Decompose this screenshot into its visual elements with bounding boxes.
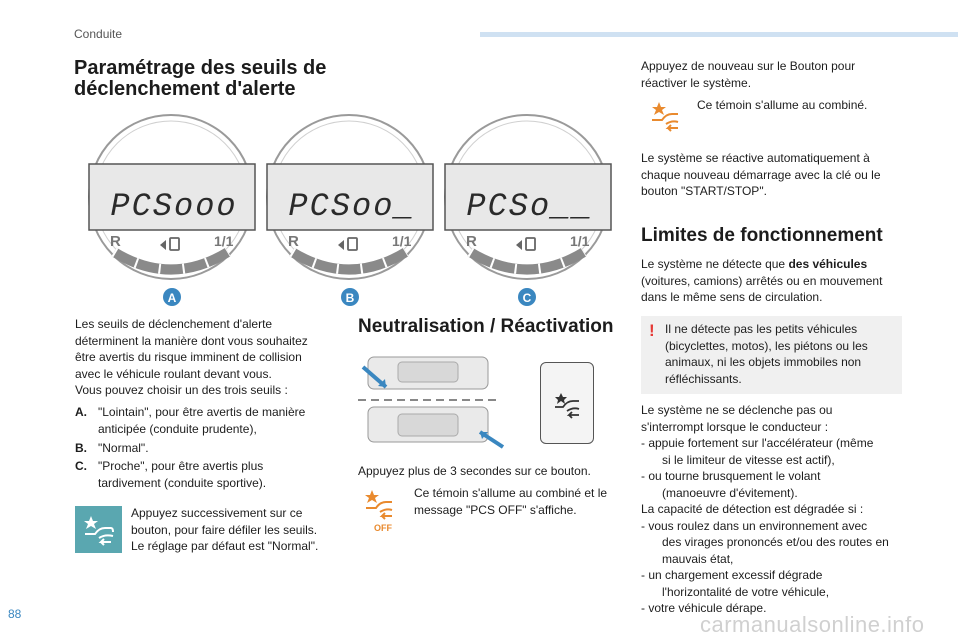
off-badge: OFF bbox=[374, 523, 392, 533]
no-trigger-item: (manoeuvre d'évitement). bbox=[662, 485, 798, 500]
no-trigger-line: Le système ne se déclenche pas ou bbox=[641, 403, 833, 417]
detects-line: (voitures, camions) arrêtés ou en mouvement bbox=[641, 273, 883, 288]
degraded-item: des virages prononcés et/ou des routes en bbox=[662, 535, 889, 549]
gauge-c-label: C bbox=[522, 291, 532, 305]
warning-box-text bbox=[665, 321, 897, 387]
intro-line: être avertis du risque imminent de collision bbox=[75, 350, 302, 364]
no-trigger-item: - appuie fortement sur l'accélérateur (même bbox=[641, 436, 874, 450]
intro-line: avec le véhicule roulant devant vous. bbox=[75, 366, 272, 381]
intro-line: Les seuils de déclenchement d'alerte bbox=[75, 317, 273, 331]
intro-paragraph bbox=[75, 316, 345, 399]
option-b bbox=[75, 440, 345, 457]
gauges-illustration bbox=[86, 112, 616, 312]
pcs-button-icon bbox=[75, 506, 122, 553]
press-again-paragraph bbox=[641, 58, 911, 91]
watermark: carmanualsonline.info bbox=[700, 612, 925, 637]
warning-box bbox=[641, 316, 902, 394]
pcs-button-icon bbox=[541, 363, 593, 443]
dashboard-diagram bbox=[358, 352, 508, 452]
option-text: "Lointain", pour être avertis de manière bbox=[98, 405, 306, 419]
warning-note-line: Ce témoin s'allume au combiné et le bbox=[414, 486, 608, 500]
press-note-line: bouton, pour faire défiler les seuils. bbox=[131, 522, 318, 537]
option-text: tardivement (conduite sportive). bbox=[98, 475, 267, 490]
press-note-line: Appuyez successivement sur ce bbox=[131, 506, 303, 520]
gauge-b-ratio: 1/1 bbox=[392, 233, 412, 249]
gauge-b-reverse: R bbox=[288, 233, 299, 250]
gauge-c-display: PCSo__ bbox=[466, 188, 594, 225]
gauge-a-label: A bbox=[167, 291, 177, 305]
degraded-item: - votre véhicule dérape. bbox=[641, 601, 767, 615]
lamp-on-text: Ce témoin s'allume au combiné. bbox=[697, 98, 868, 112]
intro-line: Vous pouvez choisir un des trois seuils : bbox=[75, 383, 288, 397]
gauge-a-ratio: 1/1 bbox=[214, 233, 234, 249]
option-key: B. bbox=[75, 441, 87, 455]
option-a bbox=[75, 404, 345, 437]
auto-reactivate-line: Le système se réactive automatiquement à bbox=[641, 151, 870, 165]
gauge-b-display: PCSoo_ bbox=[288, 188, 416, 225]
page-title-line2: déclenchement d'alerte bbox=[74, 78, 296, 100]
gauge-c-reverse: R bbox=[466, 233, 477, 250]
gauge-a-reverse: R bbox=[110, 233, 121, 250]
limits-heading: Limites de fonctionnement bbox=[641, 225, 883, 246]
gauge-b-label: B bbox=[345, 291, 355, 305]
pcs-warning-icon bbox=[648, 100, 688, 136]
press-note-line: Le réglage par défaut est "Normal". bbox=[131, 539, 319, 553]
option-text: anticipée (conduite prudente), bbox=[98, 421, 257, 436]
detects-line: dans le même sens de circulation. bbox=[641, 290, 823, 304]
page-title-line1: Paramétrage des seuils de bbox=[74, 57, 327, 79]
pcs-button bbox=[540, 362, 594, 444]
auto-reactivate-paragraph bbox=[641, 150, 911, 200]
press-again-line: Appuyez de nouveau sur le Bouton pour bbox=[641, 59, 856, 73]
degraded-item: - un chargement excessif dégrade bbox=[641, 568, 823, 582]
header-rule bbox=[480, 32, 958, 37]
warning-exclamation-icon: ! bbox=[649, 321, 655, 340]
warning-note bbox=[414, 485, 614, 518]
press-note bbox=[131, 505, 351, 555]
no-trigger-line: s'interrompt lorsque le conducteur : bbox=[641, 419, 829, 434]
warning-box-line: Il ne détecte pas les petits véhicules bbox=[665, 322, 858, 336]
no-trigger-block bbox=[641, 402, 926, 617]
warning-box-line: réfléchissants. bbox=[665, 371, 742, 386]
option-text: "Proche", pour être avertis plus bbox=[98, 459, 264, 473]
gauge-c-ratio: 1/1 bbox=[570, 233, 590, 249]
degraded-item: - vous roulez dans un environnement avec bbox=[641, 518, 868, 533]
auto-reactivate-line: bouton "START/STOP". bbox=[641, 184, 767, 198]
neutralisation-heading: Neutralisation / Réactivation bbox=[358, 316, 614, 337]
warning-note-line: message "PCS OFF" s'affiche. bbox=[414, 502, 577, 517]
warning-box-line: (bicyclettes, motos), les piétons ou les bbox=[665, 338, 868, 353]
intro-line: déterminent la manière dont vous souhaitez bbox=[75, 333, 308, 348]
gauge-a-display: PCSooo bbox=[110, 188, 238, 225]
section-label: Conduite bbox=[74, 27, 123, 41]
detects-paragraph bbox=[641, 256, 916, 306]
no-trigger-item: - ou tourne brusquement le volant bbox=[641, 469, 821, 483]
press-instruction: Appuyez plus de 3 secondes sur ce bouton. bbox=[358, 464, 591, 478]
page-number: 88 bbox=[8, 607, 22, 621]
detects-bold: des véhicules bbox=[788, 257, 868, 271]
degraded-item: l'horizontalité de votre véhicule, bbox=[662, 584, 830, 599]
no-trigger-item: si le limiteur de vitesse est actif), bbox=[662, 452, 835, 467]
warning-box-line: animaux, ni les objets immobiles non bbox=[665, 355, 862, 369]
pcs-off-icon bbox=[360, 486, 406, 536]
option-text: "Normal". bbox=[98, 441, 149, 455]
auto-reactivate-line: chaque nouveau démarrage avec la clé ou le bbox=[641, 167, 881, 182]
option-c bbox=[75, 458, 345, 491]
degraded-line: La capacité de détection est dégradée si : bbox=[641, 502, 864, 516]
option-key: C. bbox=[75, 459, 87, 473]
detects-prefix: Le système ne détecte que bbox=[641, 257, 789, 271]
degraded-item: mauvais état, bbox=[662, 551, 734, 566]
option-key: A. bbox=[75, 405, 87, 419]
press-again-line: réactiver le système. bbox=[641, 75, 752, 90]
